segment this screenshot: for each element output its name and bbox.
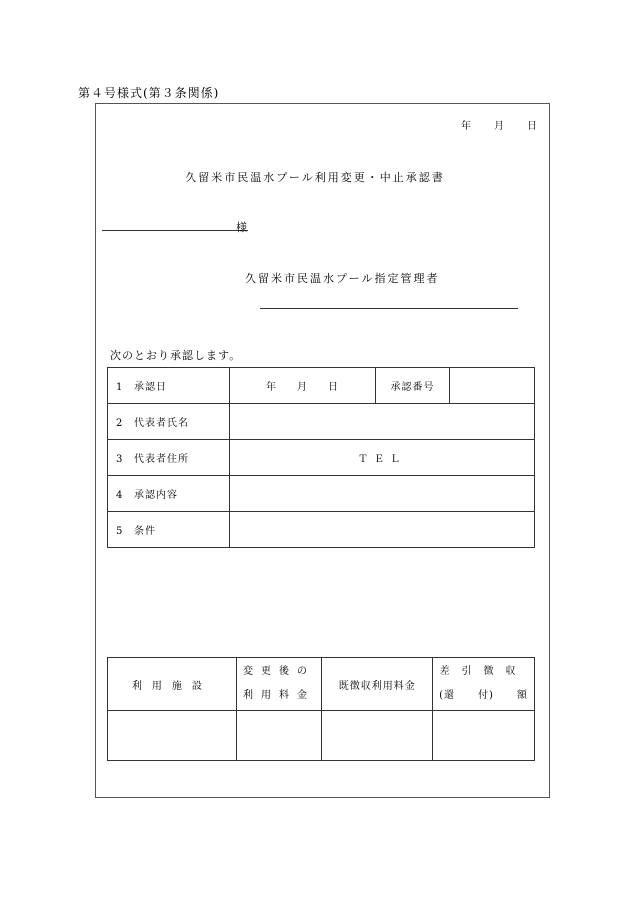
table-row xyxy=(108,440,535,476)
row-label xyxy=(108,440,230,476)
row-label-text: 代表者氏名 xyxy=(134,418,189,429)
year-label: 年 xyxy=(461,121,472,132)
facility-value xyxy=(108,711,237,761)
approval-date-cell xyxy=(230,368,376,404)
issuer-name: 久留米市民温水プール指定管理者 xyxy=(245,272,440,285)
difference-header-line1: 差引徴収 xyxy=(439,666,528,677)
row-label xyxy=(108,476,230,512)
approval-table xyxy=(107,367,535,548)
row-label-text: 条件 xyxy=(134,526,156,537)
table-row xyxy=(108,658,535,711)
year-label: 年 xyxy=(266,382,277,393)
issuer-signature-line xyxy=(260,308,518,309)
row-label-text: 承認日 xyxy=(134,382,167,393)
fee-table xyxy=(107,657,535,761)
table-row xyxy=(108,512,535,548)
difference-header-line2 xyxy=(433,684,534,708)
row-label-text: 承認内容 xyxy=(134,490,178,501)
collected-fee-value xyxy=(322,711,433,761)
document-title: 久留米市民温水プール利用変更・中止承認書 xyxy=(185,171,445,184)
row-number: 1 xyxy=(116,382,124,393)
facility-header: 利用施設 xyxy=(108,658,237,711)
row-label xyxy=(108,368,230,404)
new-fee-header xyxy=(236,658,322,711)
row-label xyxy=(108,404,230,440)
refund-open: (還 xyxy=(439,690,456,701)
intro-text: 次のとおり承認します。 xyxy=(110,349,242,362)
addressee-suffix: 様 xyxy=(236,221,247,234)
amount-label: 額 xyxy=(517,690,528,701)
difference-header xyxy=(433,658,535,711)
new-fee-header-line1: 変更後の xyxy=(243,666,316,677)
tel-label: ＴＥＬ xyxy=(230,440,535,476)
refund-close: 付) xyxy=(478,690,494,701)
conditions-value xyxy=(230,512,535,548)
form-id: 第４号様式(第３条関係) xyxy=(78,86,220,100)
day-label: 日 xyxy=(328,382,339,393)
representative-name-value xyxy=(230,404,535,440)
approval-number-value xyxy=(450,368,535,404)
new-fee-header-line2: 利用料金 xyxy=(243,690,316,701)
row-number: 2 xyxy=(116,418,124,429)
row-number: 5 xyxy=(116,526,124,537)
new-fee-value xyxy=(236,711,322,761)
table-row xyxy=(108,711,535,761)
approval-number-label: 承認番号 xyxy=(376,368,450,404)
row-number: 3 xyxy=(116,454,124,465)
table-row xyxy=(108,476,535,512)
table-row xyxy=(108,404,535,440)
difference-value xyxy=(433,711,535,761)
row-label xyxy=(108,512,230,548)
addressee-line xyxy=(102,230,248,231)
issue-date xyxy=(461,117,538,132)
approval-content-value xyxy=(230,476,535,512)
table-row xyxy=(108,368,535,404)
row-label-text: 代表者住所 xyxy=(134,454,189,465)
month-label: 月 xyxy=(494,121,505,132)
day-label: 日 xyxy=(527,121,538,132)
row-number: 4 xyxy=(116,490,124,501)
month-label: 月 xyxy=(297,382,308,393)
collected-fee-header: 既徴収利用料金 xyxy=(322,658,433,711)
